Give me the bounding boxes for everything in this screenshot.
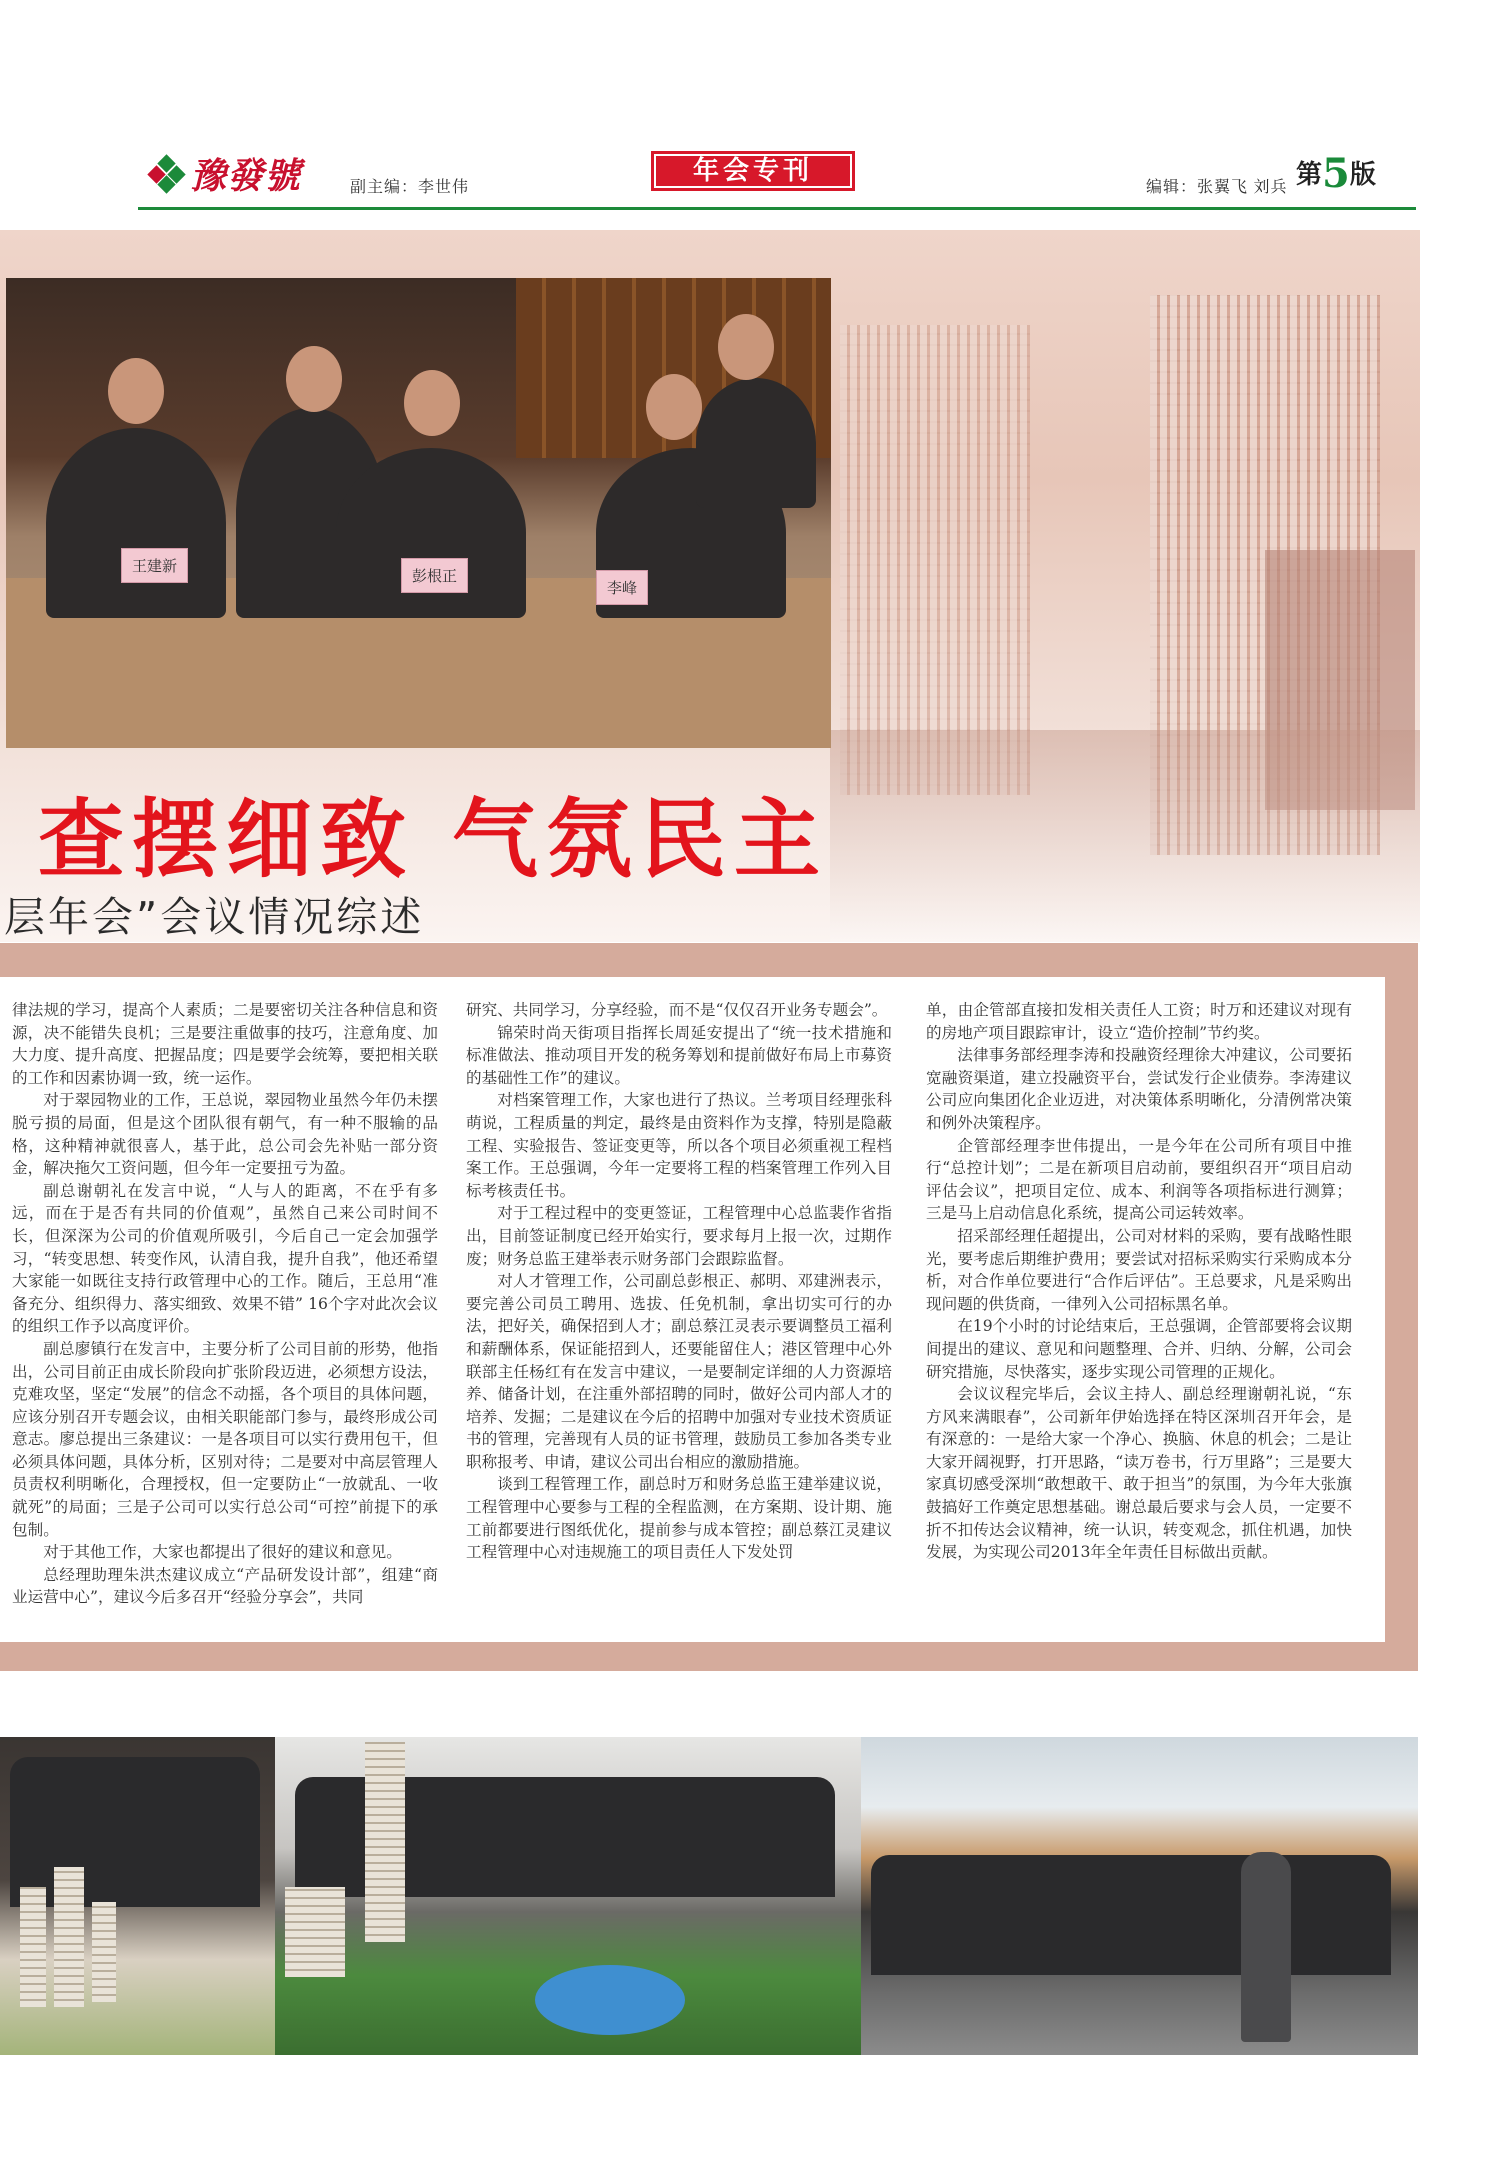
- paragraph: 副总谢朝礼在发言中说，“人与人的距离，不在乎有多远，而在于是否有共同的价值观”，虽然自己来公司时间不长，但深深为公司的价值观所吸引，今后自己一定会加强学习，“转变思想、转变作风，认清自我，提升自我”，他还希望大家能一如既往支持行政管理中心的工作。随后，王总用“准备充分、组织得力、落实细致、效果不错” 16个字对此次会议的组织工作予以高度评价。: [12, 1181, 438, 1336]
- photo-person-head: [108, 358, 164, 424]
- photo-model-tower: [20, 1887, 46, 2007]
- edition-number: [1296, 150, 1376, 197]
- paragraph: 对于工程过程中的变更签证，工程管理中心总监裴作省指出，目前签证制度已经开始实行，要求每月上报一次，过期作废；财务总监王建举表示财务部门会跟踪监督。: [466, 1204, 892, 1268]
- photo-person-head: [646, 374, 702, 440]
- edition-prefix: 第: [1296, 160, 1323, 190]
- photo-person: [696, 378, 816, 508]
- photo-person: [46, 428, 226, 618]
- paragraph: 会议议程完毕后，会议主持人、副总经理谢朝礼说，“东方风来满眼春”，公司新年伊始选择在特区深圳召开年会，是有深意的：一是给大家一个净心、换脑、休息的机会；二是让大家开阔视野，打开思路，“读万卷书，行万里路”；三是要大家真切感受深圳“敢想敢干、敢于担当”的氛围，为今年大张旗鼓搞好工作奠定思想基础。谢总最后要求与会人员，一定要不折不扣传达会议精神，统一认识，转变观念，抓住机遇，加快发展，为实现公司2013年全年责任目标做出贡献。: [926, 1385, 1352, 1562]
- article-headline: 查摆细致 气氛民主: [38, 790, 828, 890]
- deputy-editor: 副主编：李世伟: [350, 179, 470, 196]
- header-rule: [138, 207, 1416, 210]
- paragraph: 谈到工程管理工作，副总时万和财务总监王建举建议说，工程管理中心要参与工程的全程监测，在方案期、设计期、施工前都要进行图纸优化，提前参与成本管控；副总蔡江灵建议工程管理中心对违规施工的项目责任人下发处罚: [466, 1475, 892, 1562]
- edition-digit: 5: [1322, 150, 1350, 197]
- paragraph: 招采部经理任超提出，公司对材料的采购，要有战略性眼光，要考虑后期维护费用；要尝试对招标采购实行采购成本分析，对合作单位要进行“合作后评估”。王总要求，凡是采购出现问题的供货商，一律列入公司招标黑名单。: [926, 1226, 1352, 1313]
- paragraph: 法律事务部经理李涛和投融资经理徐大冲建议，公司要拓宽融资渠道，建立投融资平台，尝试发行企业债券。李涛建议公司应向集团化企业迈进，对决策体系明晰化，分清例常决策和例外决策程序。: [926, 1046, 1352, 1132]
- photo-model-pond: [535, 1965, 685, 2035]
- hero-section: [0, 230, 1420, 942]
- photo-model-tower: [54, 1867, 84, 2007]
- paragraph: 副总廖镇行在发言中，主要分析了公司目前的形势，他指出，公司目前正由成长阶段向扩张阶段迈进，必须想方设法，克难攻坚，坚定“发展”的信念不动摇，各个项目的具体问题，应该分别召开专题会议，由相关职能部门参与，最终形成公司意志。廖总提出三条建议：一是各项目可以实行费用包干，但必须具体问题，具体分析，区别对待；二是要对中高层管理人员责权利明晰化，合理授权，但一定要防止“一放就乱、一收就死”的局面；三是子公司可以实行总公司“可控”前提下的承包制。: [12, 1339, 438, 1539]
- photo-crowd: [871, 1855, 1391, 1975]
- logo-diamond-icon: [150, 157, 184, 191]
- photo-group-outdoor: [861, 1737, 1418, 2055]
- editors-credit: 编辑：张翼飞 刘兵: [1146, 179, 1288, 196]
- background-plaza: [830, 730, 1420, 942]
- article-subheadline: 层年会”会议情况综述: [4, 893, 425, 941]
- paragraph: 锦荣时尚天街项目指挥长周延安提出了“统一技术措施和标准做法、推动项目开发的税务筹划和提前做好布局上市募资的基础性工作”的建议。: [466, 1023, 892, 1087]
- photo-person-head: [718, 314, 774, 380]
- paragraph: 在19个小时的讨论结束后，王总强调，企管部要将会议期间提出的建议、意见和问题整理、合并、归纳、分解，公司会研究措施，尽快落实，逐步实现公司管理的正规化。: [926, 1317, 1352, 1381]
- special-issue-badge: 年会专刊: [654, 154, 852, 188]
- name-card: 李峰: [596, 570, 648, 605]
- photo-guide: [1241, 1852, 1291, 2042]
- newspaper-logo: [150, 148, 301, 199]
- photo-crowd: [10, 1757, 260, 1907]
- photo-sand-table: [275, 1737, 861, 2055]
- paragraph: 对档案管理工作，大家也进行了热议。兰考项目经理张科萌说，工程质量的判定，最终是由资料作为支撑，特别是隐蔽工程、实验报告、签证变更等，所以各个项目必须重视工程档案工作。王总强调，今年一定要将工程的档案管理工作列入目标考核责任书。: [466, 1091, 892, 1200]
- name-card: 王建新: [121, 548, 188, 583]
- paragraph: 研究、共同学习，分享经验，而不是“仅仅召开业务专题会”。: [466, 1001, 888, 1019]
- article-column-1: [12, 999, 438, 1609]
- page-header: [0, 0, 1500, 215]
- background-building: [840, 325, 1030, 795]
- paragraph: 单，由企管部直接扣发相关责任人工资；时万和还建议对现有的房地产项目跟踪审计，设立“造价控制”节约奖。: [926, 1001, 1352, 1042]
- article-column-2: [466, 999, 892, 1564]
- photo-model-viewing: [0, 1737, 275, 2055]
- article-body: [0, 977, 1385, 1642]
- photo-strip: [0, 1737, 1418, 2055]
- photo-model-tower: [365, 1742, 405, 1942]
- article-panel: [0, 943, 1418, 1671]
- photo-person-head: [404, 370, 460, 436]
- photo-person-head: [286, 346, 342, 412]
- paragraph: 对人才管理工作，公司副总彭根正、郝明、邓建洲表示，要完善公司员工聘用、选拔、任免机制，拿出切实可行的办法，把好关，确保招到人才；副总蔡江灵表示要调整员工福利和薪酬体系，保证能招到人，还要能留住人；港区管理中心外联部主任杨红有在发言中建议，一是要制定详细的人力资源培养、储备计划，在注重外部招聘的同时，做好公司内部人才的培养、发掘；二是建议在今后的招聘中加强对专业技术资质证书的管理，完善现有人员的证书管理，鼓励员工参加各类专业职称报考、申请，建议公司出台相应的激励措施。: [466, 1272, 892, 1471]
- paragraph: 对于其他工作，大家也都提出了很好的建议和意见。: [43, 1543, 402, 1562]
- paragraph: 律法规的学习，提高个人素质；二是要密切关注各种信息和资源，决不能错失良机；三是要注重做事的技巧，注意角度、加大力度、提升高度、把握品度；四是要学会统筹，要把相关联的工作和因素协调一致，统一运作。: [12, 1001, 438, 1087]
- paragraph: 总经理助理朱洪杰建议成立“产品研发设计部”，组建“商业运营中心”，建议今后多召开“经验分享会”，共同: [12, 1565, 438, 1607]
- meeting-photo: [6, 278, 831, 748]
- logo-text: 豫發號: [190, 155, 302, 197]
- paragraph: 对于翠园物业的工作，王总说，翠园物业虽然今年仍未摆脱亏损的局面，但是这个团队很有朝气，有一种不服输的品格，这种精神就很喜人，基于此，总公司会先补贴一部分资金，解决拖欠工资问题，但今年一定要扭亏为盈。: [12, 1091, 438, 1178]
- photo-model-tower: [92, 1902, 116, 2002]
- edition-suffix: 版: [1349, 160, 1376, 190]
- name-card: 彭根正: [401, 558, 468, 593]
- paragraph: 企管部经理李世伟提出，一是今年在公司所有项目中推行“总控计划”；二是在新项目启动前，要组织召开“项目启动评估会议”，把项目定位、成本、利润等各项指标进行测算；三是马上启动信息化系统，提高公司运转效率。: [926, 1136, 1352, 1223]
- photo-model-tower: [285, 1887, 345, 1977]
- article-column-3: [926, 999, 1352, 1564]
